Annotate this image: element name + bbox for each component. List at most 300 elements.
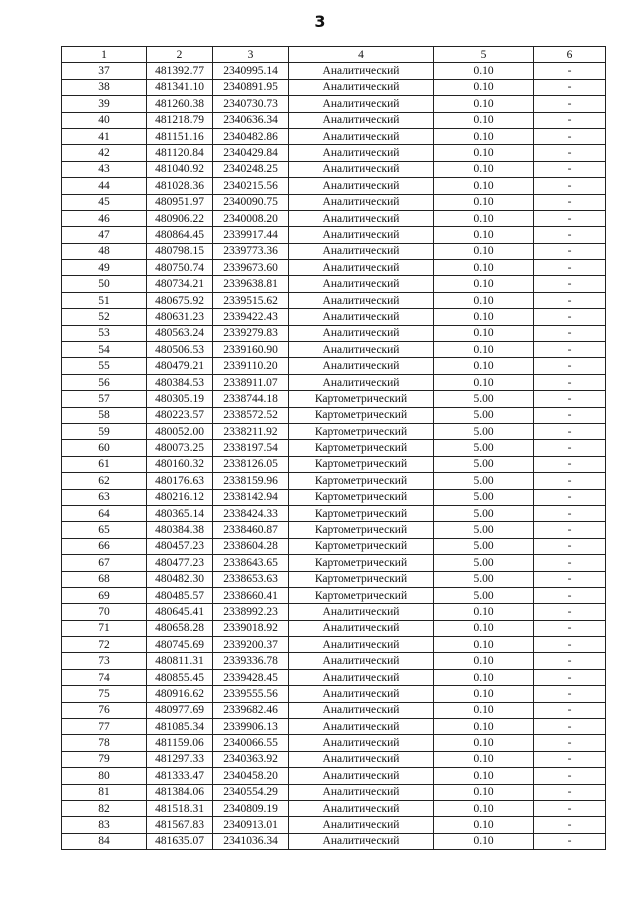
table-row [62, 194, 606, 210]
method-cell: Аналитический [289, 784, 434, 800]
point-number-cell: 69 [62, 587, 147, 603]
note-cell: - [534, 145, 606, 161]
method-cell: Аналитический [289, 768, 434, 784]
x-coordinate-cell: 480176.63 [147, 473, 213, 489]
y-coordinate-cell: 2339428.45 [213, 669, 289, 685]
accuracy-cell: 5.00 [434, 538, 534, 554]
y-coordinate-cell: 2338211.92 [213, 423, 289, 439]
note-cell: - [534, 686, 606, 702]
y-coordinate-cell: 2339018.92 [213, 620, 289, 636]
y-coordinate-cell: 2340248.25 [213, 161, 289, 177]
x-coordinate-cell: 480906.22 [147, 210, 213, 226]
note-cell: - [534, 784, 606, 800]
accuracy-cell: 5.00 [434, 391, 534, 407]
table-row [62, 489, 606, 505]
method-cell: Аналитический [289, 669, 434, 685]
y-coordinate-cell: 2338142.94 [213, 489, 289, 505]
x-coordinate-cell: 480563.24 [147, 325, 213, 341]
accuracy-cell: 5.00 [434, 555, 534, 571]
x-coordinate-cell: 480384.53 [147, 374, 213, 390]
point-number-cell: 63 [62, 489, 147, 505]
note-cell: - [534, 702, 606, 718]
table-row [62, 751, 606, 767]
note-cell: - [534, 719, 606, 735]
y-coordinate-cell: 2339110.20 [213, 358, 289, 374]
y-coordinate-cell: 2338992.23 [213, 604, 289, 620]
table-row [62, 391, 606, 407]
table-row [62, 473, 606, 489]
x-coordinate-cell: 481518.31 [147, 800, 213, 816]
point-number-cell: 60 [62, 440, 147, 456]
note-cell: - [534, 423, 606, 439]
x-coordinate-cell: 481028.36 [147, 178, 213, 194]
x-coordinate-cell: 480855.45 [147, 669, 213, 685]
note-cell: - [534, 653, 606, 669]
accuracy-cell: 5.00 [434, 423, 534, 439]
note-cell: - [534, 735, 606, 751]
method-cell: Картометрический [289, 456, 434, 472]
note-cell: - [534, 128, 606, 144]
note-cell: - [534, 407, 606, 423]
note-cell: - [534, 161, 606, 177]
table-row [62, 276, 606, 292]
accuracy-cell: 0.10 [434, 325, 534, 341]
y-coordinate-cell: 2338653.63 [213, 571, 289, 587]
accuracy-cell: 0.10 [434, 374, 534, 390]
method-cell: Аналитический [289, 604, 434, 620]
note-cell: - [534, 309, 606, 325]
y-coordinate-cell: 2339638.81 [213, 276, 289, 292]
table-row [62, 260, 606, 276]
y-coordinate-cell: 2340429.84 [213, 145, 289, 161]
accuracy-cell: 5.00 [434, 456, 534, 472]
note-cell: - [534, 276, 606, 292]
table-row [62, 145, 606, 161]
point-number-cell: 66 [62, 538, 147, 554]
table-row [62, 571, 606, 587]
accuracy-cell: 5.00 [434, 407, 534, 423]
y-coordinate-cell: 2340809.19 [213, 800, 289, 816]
accuracy-cell: 0.10 [434, 309, 534, 325]
x-coordinate-cell: 480365.14 [147, 505, 213, 521]
method-cell: Аналитический [289, 374, 434, 390]
accuracy-cell: 0.10 [434, 96, 534, 112]
method-cell: Аналитический [289, 325, 434, 341]
x-coordinate-cell: 480052.00 [147, 423, 213, 439]
y-coordinate-cell: 2340554.29 [213, 784, 289, 800]
table-row [62, 128, 606, 144]
table-row [62, 96, 606, 112]
note-cell: - [534, 817, 606, 833]
accuracy-cell: 5.00 [434, 473, 534, 489]
point-number-cell: 62 [62, 473, 147, 489]
x-coordinate-cell: 481392.77 [147, 63, 213, 79]
x-coordinate-cell: 480645.41 [147, 604, 213, 620]
method-cell: Картометрический [289, 522, 434, 538]
note-cell: - [534, 604, 606, 620]
x-coordinate-cell: 480506.53 [147, 342, 213, 358]
method-cell: Аналитический [289, 128, 434, 144]
note-cell: - [534, 112, 606, 128]
x-coordinate-cell: 480745.69 [147, 637, 213, 653]
note-cell: - [534, 522, 606, 538]
y-coordinate-cell: 2338424.33 [213, 505, 289, 521]
method-cell: Картометрический [289, 423, 434, 439]
point-number-cell: 37 [62, 63, 147, 79]
x-coordinate-cell: 481120.84 [147, 145, 213, 161]
method-cell: Аналитический [289, 292, 434, 308]
point-number-cell: 52 [62, 309, 147, 325]
note-cell: - [534, 489, 606, 505]
x-coordinate-cell: 480482.30 [147, 571, 213, 587]
point-number-cell: 77 [62, 719, 147, 735]
y-coordinate-cell: 2339279.83 [213, 325, 289, 341]
accuracy-cell: 0.10 [434, 833, 534, 849]
y-coordinate-cell: 2340008.20 [213, 210, 289, 226]
table-row [62, 833, 606, 849]
note-cell: - [534, 325, 606, 341]
page-number: 3 [314, 12, 326, 31]
y-coordinate-cell: 2339555.56 [213, 686, 289, 702]
table-row [62, 309, 606, 325]
point-number-cell: 53 [62, 325, 147, 341]
point-number-cell: 55 [62, 358, 147, 374]
method-cell: Аналитический [289, 817, 434, 833]
note-cell: - [534, 800, 606, 816]
point-number-cell: 78 [62, 735, 147, 751]
y-coordinate-cell: 2338126.05 [213, 456, 289, 472]
accuracy-cell: 0.10 [434, 817, 534, 833]
point-number-cell: 80 [62, 768, 147, 784]
table-row [62, 358, 606, 374]
y-coordinate-cell: 2340995.14 [213, 63, 289, 79]
y-coordinate-cell: 2339160.90 [213, 342, 289, 358]
table-row [62, 719, 606, 735]
table-row [62, 325, 606, 341]
x-coordinate-cell: 481333.47 [147, 768, 213, 784]
header-cell: 2 [147, 47, 213, 63]
note-cell: - [534, 210, 606, 226]
point-number-cell: 64 [62, 505, 147, 521]
method-cell: Аналитический [289, 260, 434, 276]
accuracy-cell: 0.10 [434, 342, 534, 358]
method-cell: Аналитический [289, 112, 434, 128]
method-cell: Аналитический [289, 620, 434, 636]
method-cell: Аналитический [289, 210, 434, 226]
accuracy-cell: 0.10 [434, 145, 534, 161]
accuracy-cell: 0.10 [434, 292, 534, 308]
y-coordinate-cell: 2339682.46 [213, 702, 289, 718]
table-row [62, 604, 606, 620]
accuracy-cell: 0.10 [434, 194, 534, 210]
x-coordinate-cell: 481635.07 [147, 833, 213, 849]
x-coordinate-cell: 480477.23 [147, 555, 213, 571]
note-cell: - [534, 473, 606, 489]
y-coordinate-cell: 2341036.34 [213, 833, 289, 849]
x-coordinate-cell: 480675.92 [147, 292, 213, 308]
y-coordinate-cell: 2340636.34 [213, 112, 289, 128]
note-cell: - [534, 358, 606, 374]
accuracy-cell: 5.00 [434, 587, 534, 603]
method-cell: Аналитический [289, 309, 434, 325]
y-coordinate-cell: 2340066.55 [213, 735, 289, 751]
accuracy-cell: 0.10 [434, 735, 534, 751]
note-cell: - [534, 571, 606, 587]
method-cell: Картометрический [289, 440, 434, 456]
method-cell: Аналитический [289, 653, 434, 669]
table-row [62, 702, 606, 718]
accuracy-cell: 0.10 [434, 604, 534, 620]
table-header [62, 47, 606, 63]
method-cell: Аналитический [289, 276, 434, 292]
point-number-cell: 48 [62, 243, 147, 259]
x-coordinate-cell: 480977.69 [147, 702, 213, 718]
point-number-cell: 47 [62, 227, 147, 243]
point-number-cell: 49 [62, 260, 147, 276]
note-cell: - [534, 669, 606, 685]
accuracy-cell: 0.10 [434, 243, 534, 259]
x-coordinate-cell: 480951.97 [147, 194, 213, 210]
point-number-cell: 41 [62, 128, 147, 144]
x-coordinate-cell: 481567.83 [147, 817, 213, 833]
accuracy-cell: 0.10 [434, 112, 534, 128]
header-cell: 3 [213, 47, 289, 63]
y-coordinate-cell: 2339673.60 [213, 260, 289, 276]
accuracy-cell: 0.10 [434, 63, 534, 79]
table-row [62, 555, 606, 571]
x-coordinate-cell: 481085.34 [147, 719, 213, 735]
point-number-cell: 67 [62, 555, 147, 571]
method-cell: Картометрический [289, 555, 434, 571]
table-row [62, 620, 606, 636]
point-number-cell: 76 [62, 702, 147, 718]
accuracy-cell: 0.10 [434, 702, 534, 718]
header-row [62, 47, 606, 63]
point-number-cell: 65 [62, 522, 147, 538]
method-cell: Аналитический [289, 719, 434, 735]
point-number-cell: 81 [62, 784, 147, 800]
accuracy-cell: 0.10 [434, 276, 534, 292]
point-number-cell: 82 [62, 800, 147, 816]
method-cell: Аналитический [289, 194, 434, 210]
point-number-cell: 58 [62, 407, 147, 423]
x-coordinate-cell: 480384.38 [147, 522, 213, 538]
method-cell: Аналитический [289, 161, 434, 177]
accuracy-cell: 0.10 [434, 260, 534, 276]
table-row [62, 63, 606, 79]
accuracy-cell: 5.00 [434, 440, 534, 456]
note-cell: - [534, 637, 606, 653]
header-cell: 1 [62, 47, 147, 63]
point-number-cell: 39 [62, 96, 147, 112]
x-coordinate-cell: 480305.19 [147, 391, 213, 407]
method-cell: Аналитический [289, 342, 434, 358]
note-cell: - [534, 342, 606, 358]
y-coordinate-cell: 2339515.62 [213, 292, 289, 308]
method-cell: Аналитический [289, 243, 434, 259]
y-coordinate-cell: 2338604.28 [213, 538, 289, 554]
y-coordinate-cell: 2339422.43 [213, 309, 289, 325]
y-coordinate-cell: 2340482.86 [213, 128, 289, 144]
note-cell: - [534, 555, 606, 571]
table-row [62, 374, 606, 390]
method-cell: Аналитический [289, 145, 434, 161]
note-cell: - [534, 243, 606, 259]
y-coordinate-cell: 2340891.95 [213, 79, 289, 95]
x-coordinate-cell: 480073.25 [147, 440, 213, 456]
y-coordinate-cell: 2339906.13 [213, 719, 289, 735]
accuracy-cell: 0.10 [434, 751, 534, 767]
note-cell: - [534, 178, 606, 194]
method-cell: Аналитический [289, 702, 434, 718]
method-cell: Аналитический [289, 79, 434, 95]
x-coordinate-cell: 481159.06 [147, 735, 213, 751]
x-coordinate-cell: 481040.92 [147, 161, 213, 177]
table-row [62, 587, 606, 603]
point-number-cell: 51 [62, 292, 147, 308]
header-cell: 6 [534, 47, 606, 63]
accuracy-cell: 0.10 [434, 719, 534, 735]
point-number-cell: 44 [62, 178, 147, 194]
y-coordinate-cell: 2340363.92 [213, 751, 289, 767]
y-coordinate-cell: 2338159.96 [213, 473, 289, 489]
x-coordinate-cell: 480798.15 [147, 243, 213, 259]
method-cell: Аналитический [289, 358, 434, 374]
note-cell: - [534, 292, 606, 308]
method-cell: Картометрический [289, 489, 434, 505]
x-coordinate-cell: 480485.57 [147, 587, 213, 603]
method-cell: Аналитический [289, 227, 434, 243]
accuracy-cell: 5.00 [434, 522, 534, 538]
table-row [62, 686, 606, 702]
point-number-cell: 74 [62, 669, 147, 685]
method-cell: Картометрический [289, 571, 434, 587]
accuracy-cell: 5.00 [434, 571, 534, 587]
table-row [62, 423, 606, 439]
point-number-cell: 75 [62, 686, 147, 702]
accuracy-cell: 0.10 [434, 620, 534, 636]
table-row [62, 817, 606, 833]
x-coordinate-cell: 480479.21 [147, 358, 213, 374]
note-cell: - [534, 63, 606, 79]
accuracy-cell: 0.10 [434, 128, 534, 144]
note-cell: - [534, 751, 606, 767]
accuracy-cell: 0.10 [434, 669, 534, 685]
x-coordinate-cell: 481341.10 [147, 79, 213, 95]
accuracy-cell: 0.10 [434, 784, 534, 800]
table-row [62, 210, 606, 226]
note-cell: - [534, 96, 606, 112]
header-cell: 5 [434, 47, 534, 63]
point-number-cell: 57 [62, 391, 147, 407]
note-cell: - [534, 505, 606, 521]
accuracy-cell: 0.10 [434, 227, 534, 243]
note-cell: - [534, 456, 606, 472]
x-coordinate-cell: 480750.74 [147, 260, 213, 276]
x-coordinate-cell: 480631.23 [147, 309, 213, 325]
point-number-cell: 54 [62, 342, 147, 358]
method-cell: Аналитический [289, 63, 434, 79]
point-number-cell: 68 [62, 571, 147, 587]
x-coordinate-cell: 480916.62 [147, 686, 213, 702]
y-coordinate-cell: 2340913.01 [213, 817, 289, 833]
table-row [62, 669, 606, 685]
accuracy-cell: 0.10 [434, 161, 534, 177]
table-row [62, 522, 606, 538]
table-row [62, 178, 606, 194]
table-row [62, 456, 606, 472]
table-row [62, 538, 606, 554]
note-cell: - [534, 260, 606, 276]
method-cell: Аналитический [289, 800, 434, 816]
point-number-cell: 42 [62, 145, 147, 161]
x-coordinate-cell: 480811.31 [147, 653, 213, 669]
table-row [62, 112, 606, 128]
point-number-cell: 45 [62, 194, 147, 210]
y-coordinate-cell: 2339917.44 [213, 227, 289, 243]
y-coordinate-cell: 2338460.87 [213, 522, 289, 538]
y-coordinate-cell: 2338197.54 [213, 440, 289, 456]
y-coordinate-cell: 2338572.52 [213, 407, 289, 423]
x-coordinate-cell: 481218.79 [147, 112, 213, 128]
note-cell: - [534, 768, 606, 784]
method-cell: Картометрический [289, 587, 434, 603]
accuracy-cell: 0.10 [434, 210, 534, 226]
note-cell: - [534, 391, 606, 407]
point-number-cell: 59 [62, 423, 147, 439]
note-cell: - [534, 227, 606, 243]
y-coordinate-cell: 2340458.20 [213, 768, 289, 784]
point-number-cell: 61 [62, 456, 147, 472]
table-row [62, 79, 606, 95]
accuracy-cell: 0.10 [434, 653, 534, 669]
point-number-cell: 84 [62, 833, 147, 849]
method-cell: Картометрический [289, 505, 434, 521]
table-row [62, 735, 606, 751]
y-coordinate-cell: 2338660.41 [213, 587, 289, 603]
note-cell: - [534, 538, 606, 554]
table-row [62, 637, 606, 653]
y-coordinate-cell: 2340215.56 [213, 178, 289, 194]
y-coordinate-cell: 2338643.65 [213, 555, 289, 571]
table-row [62, 227, 606, 243]
table-row [62, 784, 606, 800]
point-number-cell: 79 [62, 751, 147, 767]
method-cell: Аналитический [289, 686, 434, 702]
note-cell: - [534, 194, 606, 210]
method-cell: Картометрический [289, 391, 434, 407]
table-row [62, 407, 606, 423]
note-cell: - [534, 79, 606, 95]
point-number-cell: 43 [62, 161, 147, 177]
table-row [62, 505, 606, 521]
coordinates-table [61, 46, 606, 850]
table-row [62, 161, 606, 177]
point-number-cell: 83 [62, 817, 147, 833]
y-coordinate-cell: 2340090.75 [213, 194, 289, 210]
method-cell: Аналитический [289, 751, 434, 767]
accuracy-cell: 0.10 [434, 686, 534, 702]
accuracy-cell: 0.10 [434, 79, 534, 95]
y-coordinate-cell: 2339200.37 [213, 637, 289, 653]
x-coordinate-cell: 480864.45 [147, 227, 213, 243]
point-number-cell: 40 [62, 112, 147, 128]
note-cell: - [534, 374, 606, 390]
point-number-cell: 73 [62, 653, 147, 669]
point-number-cell: 50 [62, 276, 147, 292]
method-cell: Аналитический [289, 735, 434, 751]
point-number-cell: 70 [62, 604, 147, 620]
